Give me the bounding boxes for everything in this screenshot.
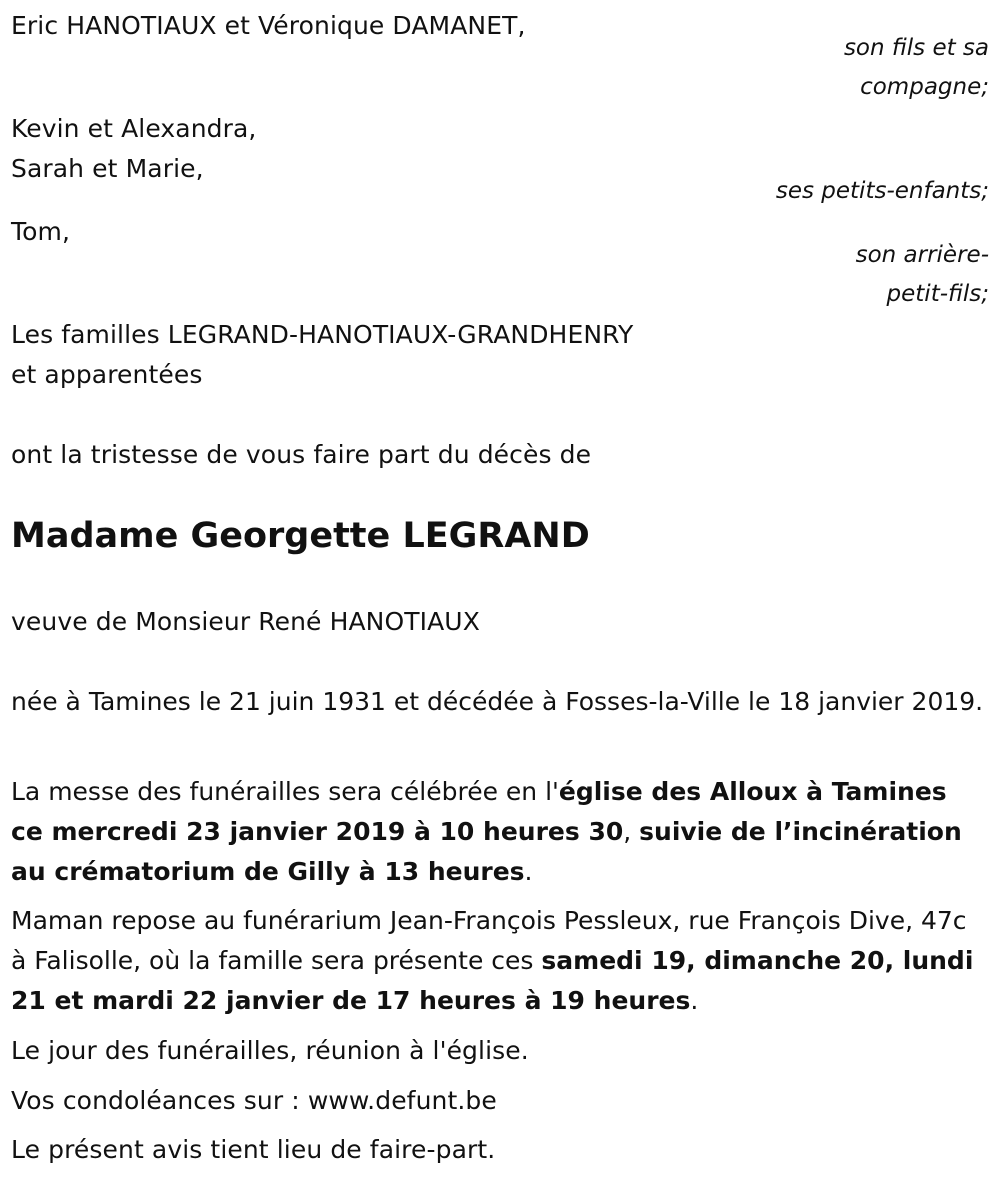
son-names: Eric HANOTIAUX et Véronique DAMANET, [11,11,526,40]
announcement-text: ont la tristesse de vous faire part du décès de [11,440,592,469]
great-grandson-role-line-1: son arrière- [855,242,989,268]
meeting-text: Le jour des funérailles, réunion à l'église. [11,1036,529,1065]
great-grandson-role-line-2: petit-fils; [886,281,989,307]
families-line-2: et apparentées [11,360,203,389]
visitation-intro: Maman repose au funérarium Jean-François Pessleux, rue François Dive, 47c à Falisolle, où la famille sera présente ces [11,906,967,975]
deceased-name: Madame Georgette LEGRAND [11,516,590,556]
great-grandson-name: Tom, [11,217,71,246]
widow-of-text: veuve de Monsieur René HANOTIAUX [11,607,480,636]
grandchildren-line-2: Sarah et Marie, [11,154,204,183]
visitation-end: . [690,986,699,1015]
funeral-intro: La messe des funérailles sera célébrée en l' [11,777,559,806]
families-line-1: Les familles LEGRAND-HANOTIAUX-GRANDHENRY [11,320,634,349]
cremation-details: suivie de l’incinération au crématorium de Gilly à 13 heures [11,817,962,886]
visitation-dates: samedi 19, dimanche 20, lundi 21 et mardi 22 janvier de 17 heures à 19 heures [11,946,974,1015]
funeral-paragraph [11,772,986,892]
funeral-separator: , [623,817,640,846]
funeral-place-time: église des Alloux à Tamines ce mercredi 23 janvier 2019 à 10 heures 30 [11,777,947,846]
son-role-line-1: son fils et sa [843,35,989,61]
son-role-line-2: compagne; [860,74,989,100]
condolences-text: Vos condoléances sur : www.defunt.be [11,1086,497,1115]
grandchildren-line-1: Kevin et Alexandra, [11,114,257,143]
birth-death-text: née à Tamines le 21 juin 1931 et décédée à Fosses-la-Ville le 18 janvier 2019. [11,687,984,716]
funeral-end: . [524,857,533,886]
visitation-paragraph [11,901,986,1021]
notice-text: Le présent avis tient lieu de faire-part. [11,1135,496,1164]
grandchildren-role: ses petits-enfants; [775,178,989,204]
